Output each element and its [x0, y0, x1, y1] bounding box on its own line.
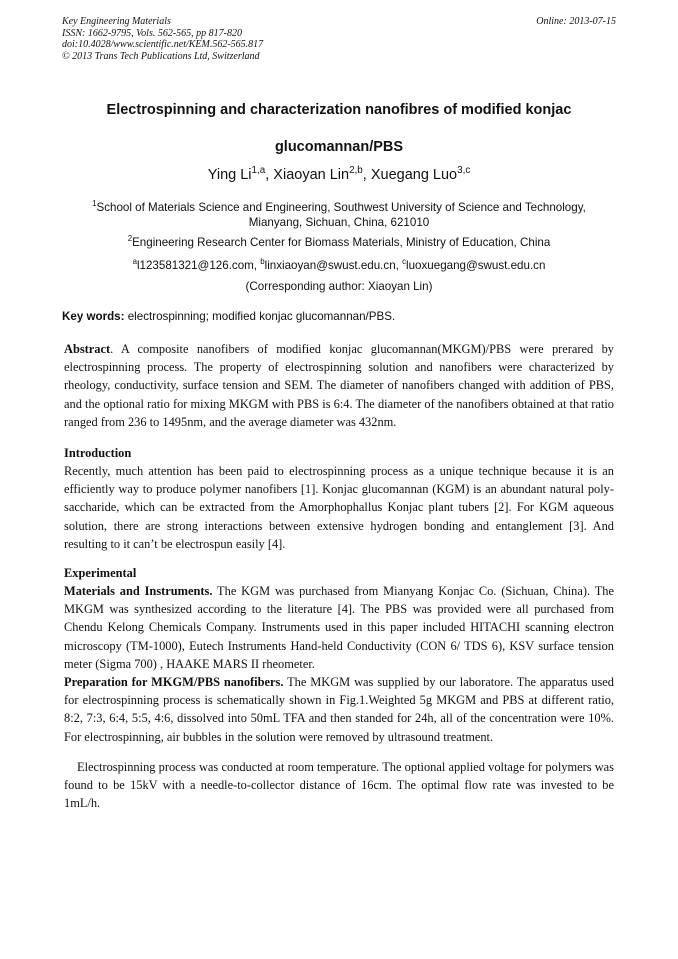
- corresponding-author: (Corresponding author: Xiaoyan Lin): [245, 280, 433, 293]
- keywords-text: electrospinning; modified konjac glucomannan/PBS.: [124, 310, 396, 323]
- affiliation-2: [62, 236, 616, 251]
- affiliation-1: [62, 201, 616, 230]
- abstract-paragraph: [64, 340, 614, 431]
- conditions-paragraph: Electrospinning process was conducted at room temperature. The optional applied voltage for polymers was found to be 15kV with a needle-to-collector distance of 16cm. The optimal flow rate was invested to be 1mL/h.: [64, 760, 614, 811]
- online-date: Online: 2013-07-15: [536, 16, 616, 27]
- keywords-label: Key words:: [62, 310, 125, 323]
- materials-text: The KGM was purchased from Mianyang Konjac Co. (Sichuan, China). The MKGM was synthesized according to the literature [4]. The PBS was provided were all purchased from Chendu Kelong Chemicals Company. Instruments used in this paper included HITACHI scanning electron microscopy (TM-1000), Eutech Instruments Hand-held Conductivity (CON 6/ TDS 6), KSV surface tension meter (Sigma 700) , HAAKE MARS II rheometer.: [64, 584, 614, 671]
- author-separator: ,: [265, 167, 274, 183]
- email-superscript: b: [260, 257, 265, 267]
- abstract-label: Abstract: [64, 342, 111, 356]
- introduction-heading: Introduction: [64, 446, 132, 460]
- author-superscript: 3,c: [457, 165, 471, 177]
- email-superscript: c: [402, 257, 407, 267]
- materials-paragraph: [64, 582, 614, 673]
- author-list: [62, 167, 616, 183]
- materials-label: Materials and Instruments.: [64, 584, 213, 598]
- author-superscript: 2,b: [349, 165, 363, 177]
- journal-header: [62, 16, 616, 62]
- author-superscript: 1,a: [251, 165, 266, 177]
- affiliation-superscript: 1: [92, 199, 97, 209]
- issn-line: ISSN: 1662-9795, Vols. 562-565, pp 817-820: [62, 27, 242, 39]
- preparation-text: The MKGM was supplied by our laboratore. The apparatus used for electrospinning process is schematically shown in Fig.1.Weighted 5g MKGM and PBS at different ratio, 8:2, 7:3, 6:4, 5:5, 4:6, dissolved into 50mL TFA and then standed for 24h, all of the concentration were 10%. For electrospinning, air bubbles in the solution were removed by ultrasound treatment.: [64, 675, 614, 744]
- doi-line: doi:10.4028/www.scientific.net/KEM.562-565.817: [62, 39, 264, 50]
- abstract-text: . A composite nanofibers of modified konjac glucomannan(MKGM)/PBS were prerared by electrospinning process. The property of electrospinning solution and nanofibers were characterized by rheology, conductivity, surface tension and SEM. The diameter of nanofibers changed with addition of PBS, and the optional ratio for mixing MKGM with PBS is 6:4. The diameter of the nanofibers obtained at that ratio ranged from 236 to 1495nm, and the average diameter was 432nm.: [64, 342, 614, 429]
- email-address: l123581321@126.com,: [136, 259, 261, 272]
- preparation-label: Preparation for MKGM/PBS nanofibers.: [64, 675, 284, 689]
- affiliation-superscript: 2: [127, 234, 133, 244]
- preparation-paragraph: [64, 673, 614, 746]
- title-line-2: glucomannan/PBS: [274, 139, 404, 155]
- affiliation-text: Mianyang, Sichuan, China, 621010: [248, 215, 430, 229]
- paper-title: [62, 92, 616, 166]
- affiliation-text: Engineering Research Center for Biomass Materials, Ministry of Education, China: [132, 236, 551, 249]
- email-line: [62, 259, 616, 274]
- affiliation-text: School of Materials Science and Engineering, Southwest University of Science and Technology,: [96, 201, 586, 214]
- author-name: Xiaoyan Lin: [273, 167, 350, 183]
- experimental-heading: Experimental: [64, 566, 137, 580]
- keywords: [62, 310, 616, 323]
- email-address: luoxuegang@swust.edu.cn: [406, 259, 546, 272]
- author-separator: ,: [362, 167, 371, 183]
- journal-name: Key Engineering Materials: [62, 16, 171, 27]
- copyright-line: © 2013 Trans Tech Publications Ltd, Switzerland: [62, 50, 260, 62]
- author-name: Ying Li: [207, 167, 252, 183]
- email-address: linxiaoyan@swust.edu.cn,: [264, 259, 403, 272]
- introduction-paragraph: Recently, much attention has been paid to electrospinning process as a unique technique because it is an efficiently way to produce polymer nanofibers [1]. Konjac glucomannan (KGM) is an abundant natural poly-saccharide, which can be extracted from the Amorphophallus Konjac plant tubers [2]. For KGM aqueous solution, there are strong interactions between extensive hydrogen bonding and entanglement [3]. And resulting to it can’t be electrospun easily [4].: [64, 464, 614, 551]
- author-name: Xuegang Luo: [370, 167, 458, 183]
- title-line-1: Electrospinning and characterization nanofibres of modified konjac: [106, 102, 572, 118]
- email-superscript: a: [132, 257, 137, 267]
